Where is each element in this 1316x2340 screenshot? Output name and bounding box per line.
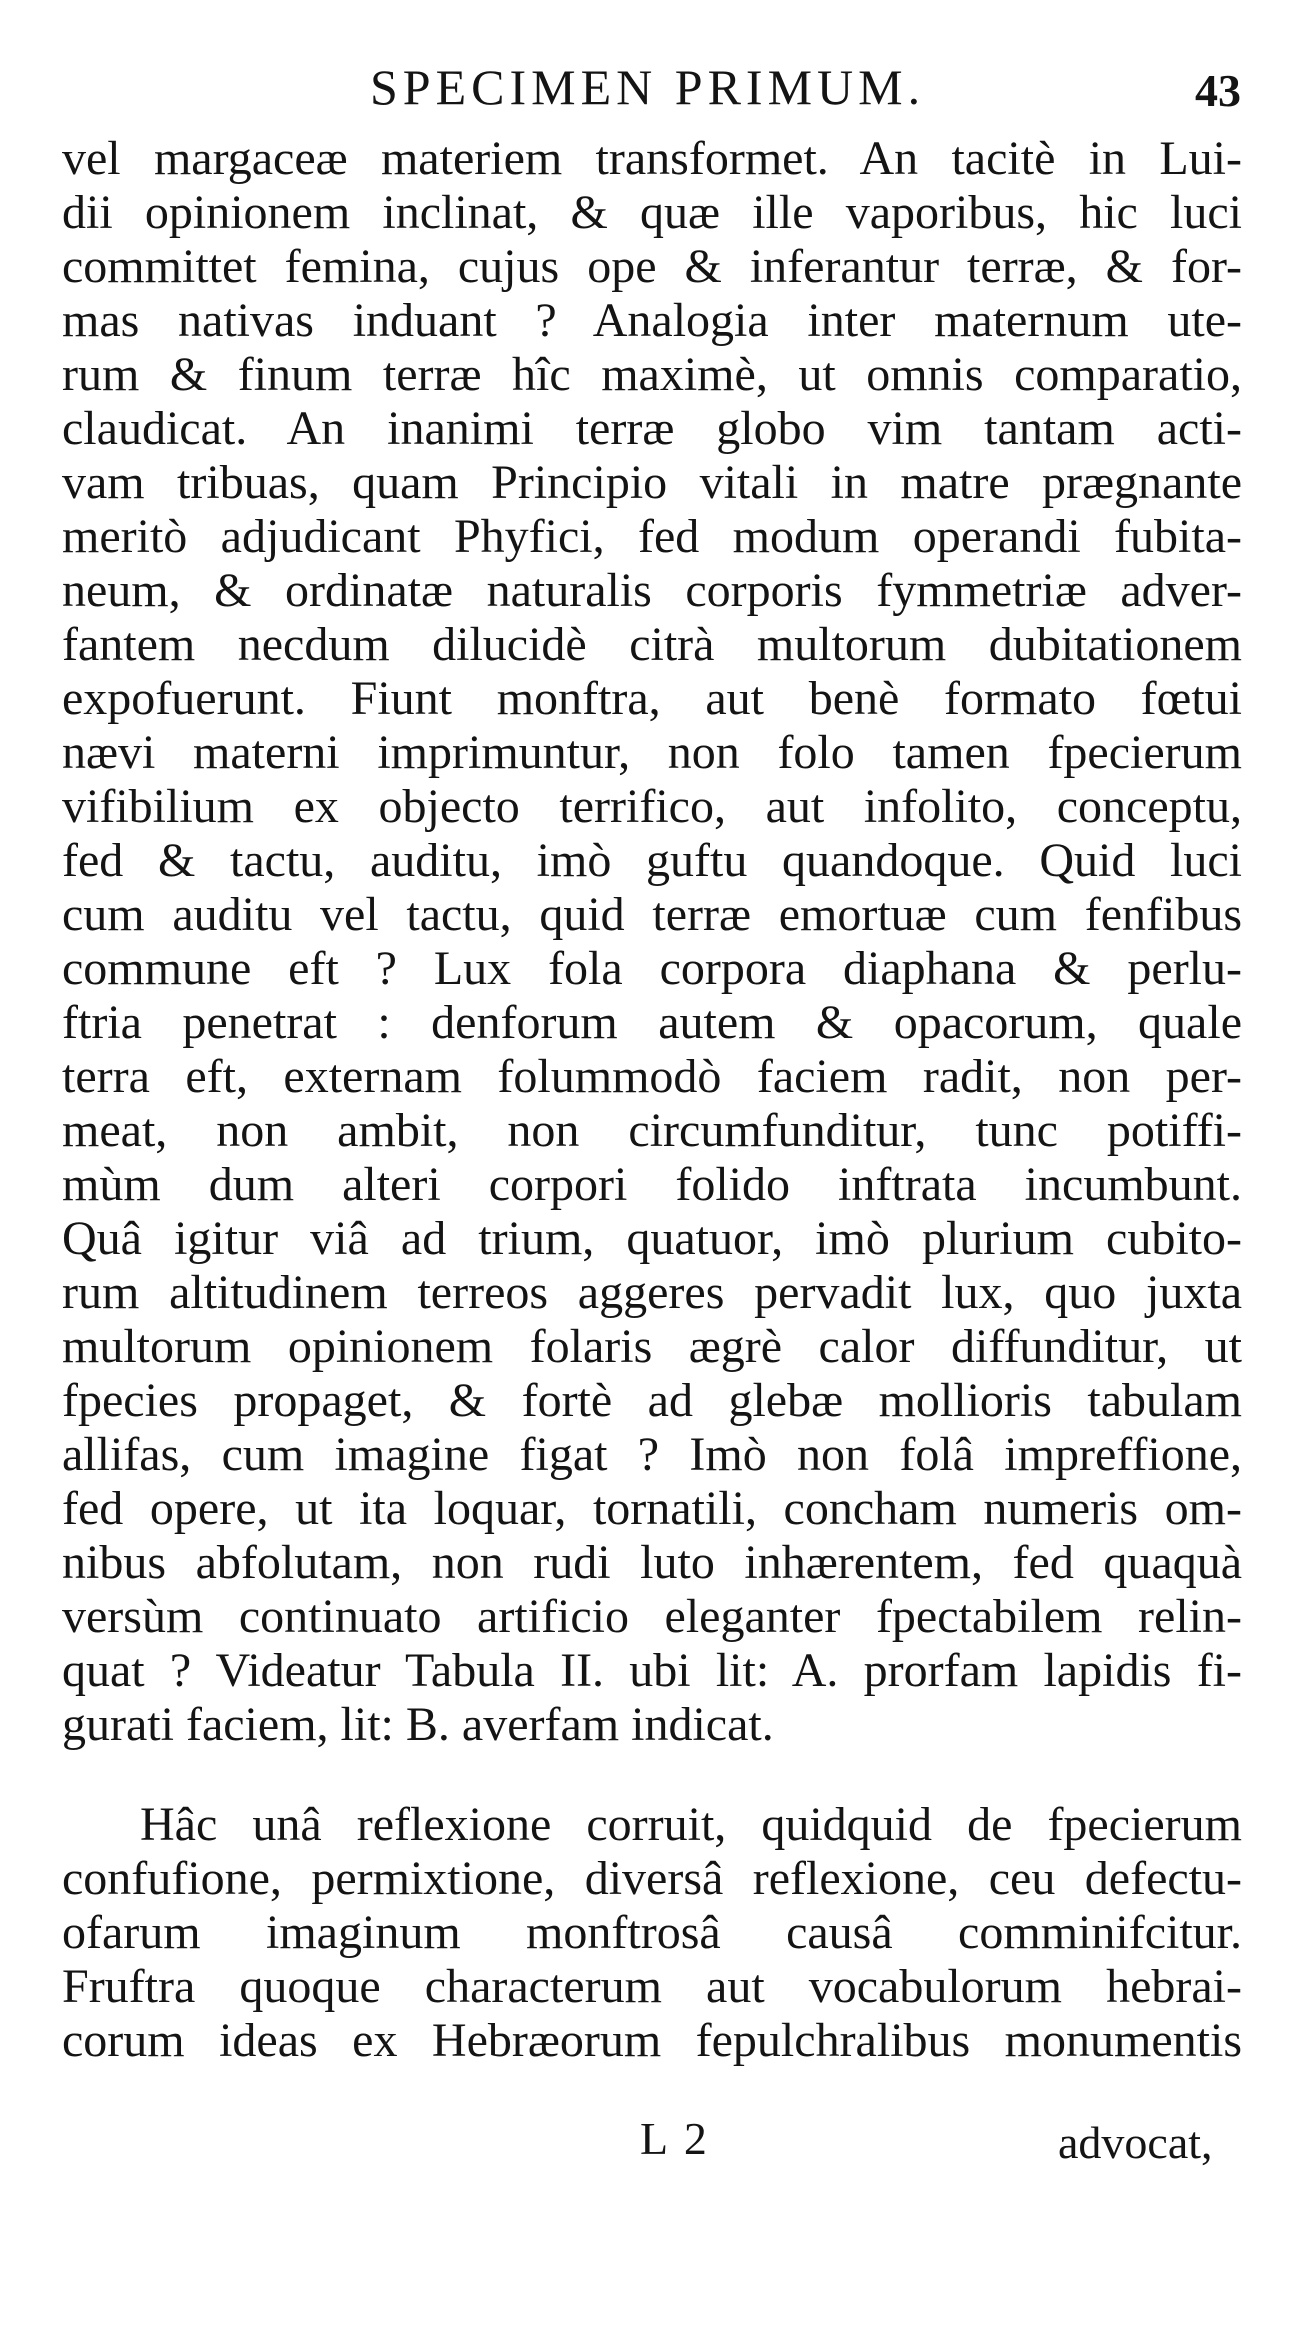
text-line: meat, non ambit, non circumfunditur, tunc potiffi- bbox=[62, 1104, 1242, 1157]
text-line: allifas, cum imagine figat ? Imò non folâ impreffione, bbox=[62, 1428, 1242, 1481]
text-line: mùm dum alteri corpori folido inftrata incumbunt. bbox=[62, 1158, 1242, 1211]
text-line: quat ? Videatur Tabula II. ubi lit: A. prorfam lapidis fi- bbox=[62, 1644, 1242, 1697]
signature-mark: L 2 bbox=[640, 2113, 710, 2164]
text-line: Quâ igitur viâ ad trium, quatuor, imò plurium cubito- bbox=[62, 1212, 1242, 1265]
text-line: nævi materni imprimuntur, non folo tamen fpecierum bbox=[62, 726, 1242, 779]
text-line: meritò adjudicant Phyfici, fed modum operandi fubita- bbox=[62, 510, 1242, 563]
text-line: rum altitudinem terreos aggeres pervadit lux, quo juxta bbox=[62, 1266, 1242, 1319]
text-line: fantem necdum dilucidè citrà multorum dubitationem bbox=[62, 618, 1242, 671]
text-line: ftria penetrat : denforum autem & opacorum, quale bbox=[62, 996, 1242, 1049]
text-line: expofuerunt. Fiunt monftra, aut benè formato fœtui bbox=[62, 672, 1242, 725]
catchword: advocat, bbox=[1058, 2117, 1213, 2168]
text-line: vam tribuas, quam Principio vitali in matre prægnante bbox=[62, 456, 1242, 509]
text-line: neum, & ordinatæ naturalis corporis fymmetriæ adver- bbox=[62, 564, 1242, 617]
page-footer bbox=[0, 2112, 1316, 2172]
running-head bbox=[0, 58, 1316, 118]
text-line: nibus abfolutam, non rudi luto inhærentem, fed quaquà bbox=[62, 1536, 1242, 1589]
text-line: fed & tactu, auditu, imò guftu quandoque. Quid luci bbox=[62, 834, 1242, 887]
text-line: claudicat. An inanimi terræ globo vim tantam acti- bbox=[62, 402, 1242, 455]
text-line: Fruftra quoque characterum aut vocabulorum hebrai- bbox=[62, 1960, 1242, 2013]
text-line: vel margaceæ materiem transformet. An tacitè in Lui- bbox=[62, 132, 1242, 185]
text-line: dii opinionem inclinat, & quæ ille vaporibus, hic luci bbox=[62, 186, 1242, 239]
text-line: vifibilium ex objecto terrifico, aut infolito, conceptu, bbox=[62, 780, 1242, 833]
text-line: multorum opinionem folaris ægrè calor diffunditur, ut bbox=[62, 1320, 1242, 1373]
text-line: cum auditu vel tactu, quid terræ emortuæ cum fenfibus bbox=[62, 888, 1242, 941]
text-line: mas nativas induant ? Analogia inter maternum ute- bbox=[62, 294, 1242, 347]
text-line: commune eft ? Lux fola corpora diaphana & perlu- bbox=[62, 942, 1242, 995]
paragraph-1 bbox=[62, 132, 1242, 1752]
text-line: fpecies propaget, & fortè ad glebæ mollioris tabulam bbox=[62, 1374, 1242, 1427]
text-line: committet femina, cujus ope & inferantur terræ, & for- bbox=[62, 240, 1242, 293]
text-line: ofarum imaginum monftrosâ causâ comminifcitur. bbox=[62, 1906, 1242, 1959]
text-line: fed opere, ut ita loquar, tornatili, concham numeris om- bbox=[62, 1482, 1242, 1535]
text-line: Hâc unâ reflexione corruit, quidquid de fpecierum bbox=[140, 1798, 1242, 1851]
page-number: 43 bbox=[1195, 65, 1241, 116]
text-line: rum & finum terræ hîc maximè, ut omnis comparatio, bbox=[62, 348, 1242, 401]
paragraph-2 bbox=[62, 1798, 1242, 2068]
text-line: terra eft, externam folummodò faciem radit, non per- bbox=[62, 1050, 1242, 1103]
text-line: gurati faciem, lit: B. averfam indicat. bbox=[62, 1698, 774, 1751]
text-line: corum ideas ex Hebræorum fepulchralibus monumentis bbox=[62, 2014, 1242, 2067]
text-line: versùm continuato artificio eleganter fpectabilem relin- bbox=[62, 1590, 1242, 1643]
text-line: confufione, permixtione, diversâ reflexione, ceu defectu- bbox=[62, 1852, 1242, 1905]
running-title: SPECIMEN PRIMUM. bbox=[370, 59, 926, 115]
